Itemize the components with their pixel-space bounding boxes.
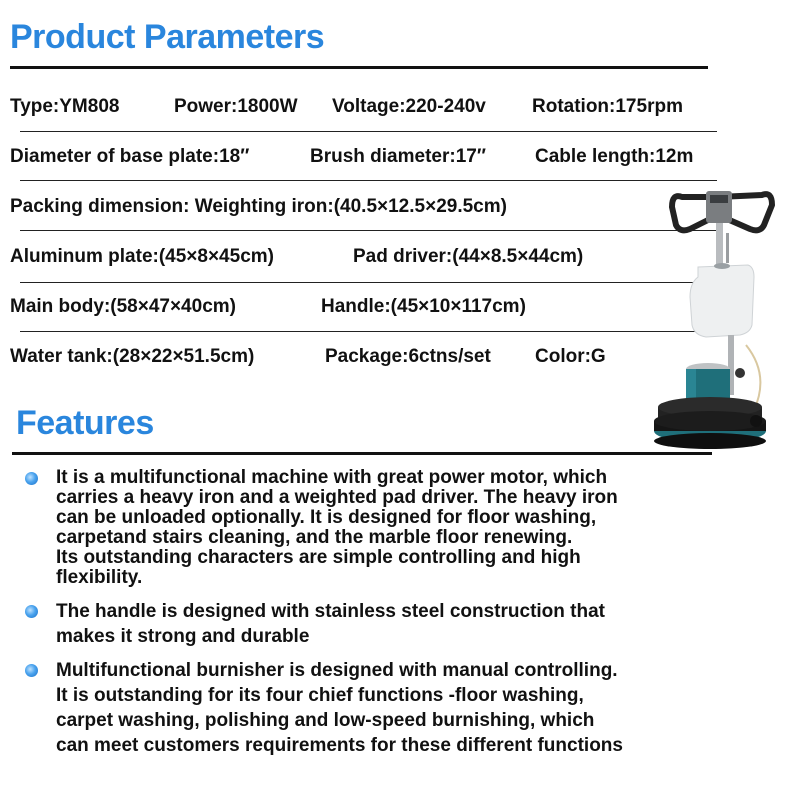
- bullet-icon: [25, 605, 38, 618]
- row-divider: [20, 230, 717, 231]
- bullet-icon: [25, 664, 38, 677]
- title-divider: [10, 66, 708, 69]
- row-divider: [20, 282, 717, 283]
- param-main-body: Main body:(58×47×40cm): [10, 296, 236, 317]
- row-divider: [20, 331, 710, 332]
- page-title: Product Parameters: [10, 18, 325, 56]
- feature-line: carries a heavy iron and a weighted pad driver. The heavy iron: [56, 487, 618, 508]
- feature-line: It is a multifunctional machine with great power motor, which: [56, 467, 608, 488]
- feature-line: can be unloaded optionally. It is designed for floor washing,: [56, 507, 597, 528]
- param-power: Power:1800W: [174, 96, 298, 117]
- param-rotation: Rotation:175rpm: [532, 96, 683, 117]
- row-divider: [20, 131, 717, 132]
- param-packing-dimension: Packing dimension: Weighting iron:(40.5×12.5×29.5cm): [10, 196, 507, 217]
- floor-burnisher-machine-icon: [650, 185, 800, 455]
- row-divider: [20, 180, 717, 181]
- param-handle: Handle:(45×10×117cm): [321, 296, 526, 317]
- feature-line: makes it strong and durable: [56, 626, 310, 647]
- feature-line: The handle is designed with stainless steel construction that: [56, 601, 605, 622]
- feature-line: Multifunctional burnisher is designed with manual controlling.: [56, 660, 618, 681]
- param-voltage: Voltage:220-240v: [332, 96, 486, 117]
- feature-line: It is outstanding for its four chief functions -floor washing,: [56, 685, 584, 706]
- features-divider: [12, 452, 712, 455]
- feature-line: flexibility.: [56, 567, 143, 588]
- feature-line: Its outstanding characters are simple controlling and high: [56, 547, 581, 568]
- feature-line: carpet washing, polishing and low-speed burnishing, which: [56, 710, 595, 731]
- feature-item: [56, 658, 623, 758]
- feature-line: can meet customers requirements for these different functions: [56, 735, 623, 756]
- param-aluminum-plate: Aluminum plate:(45×8×45cm): [10, 246, 274, 267]
- param-pad-driver: Pad driver:(44×8.5×44cm): [353, 246, 584, 267]
- feature-item: [56, 599, 605, 649]
- feature-item: [56, 468, 618, 588]
- param-base-plate: Diameter of base plate:18″: [10, 146, 250, 167]
- param-type: Type:YM808: [10, 96, 120, 117]
- param-color: Color:G: [535, 346, 606, 367]
- param-water-tank: Water tank:(28×22×51.5cm): [10, 346, 255, 367]
- features-title: Features: [16, 404, 154, 442]
- param-package: Package:6ctns/set: [325, 346, 491, 367]
- param-brush-diameter: Brush diameter:17″: [310, 146, 486, 167]
- feature-line: carpetand stairs cleaning, and the marble floor renewing.: [56, 527, 573, 548]
- param-cable-length: Cable length:12m: [535, 146, 694, 167]
- bullet-icon: [25, 472, 38, 485]
